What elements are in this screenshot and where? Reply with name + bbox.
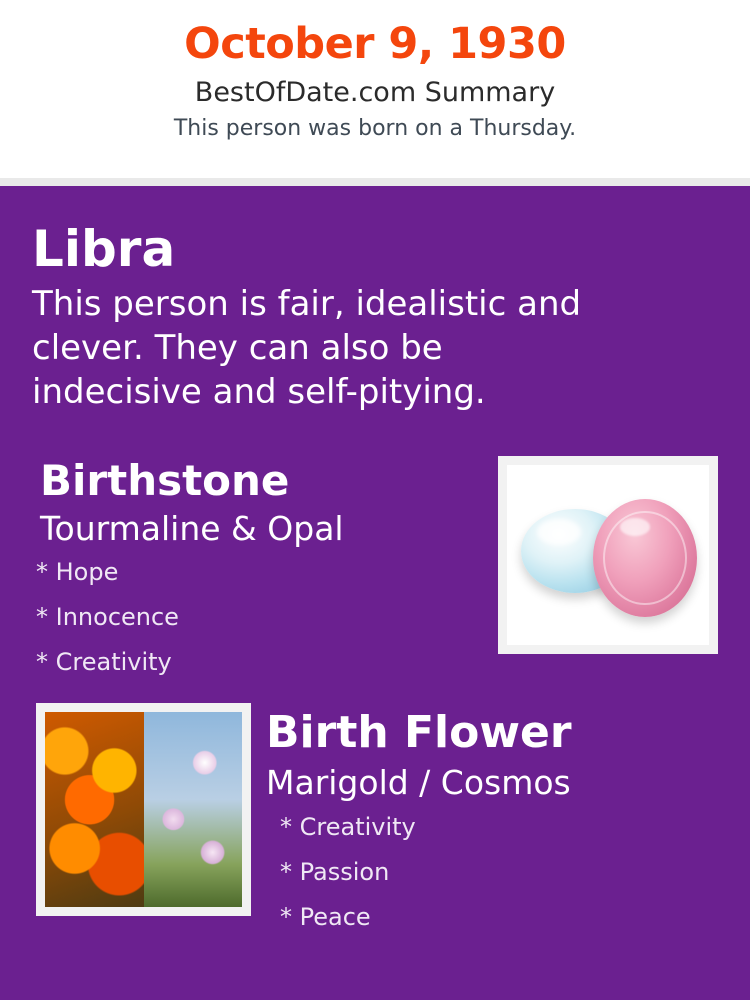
zodiac-sign-name: Libra	[32, 220, 176, 278]
list-item: * Creativity	[36, 648, 172, 676]
birth-flower-illustration	[45, 712, 242, 907]
list-item: * Peace	[280, 903, 371, 931]
page-title: October 9, 1930	[184, 19, 566, 69]
birth-flower-names: Marigold / Cosmos	[266, 763, 571, 802]
list-item: * Creativity	[280, 813, 416, 841]
list-item: * Passion	[280, 858, 390, 886]
site-summary-label: BestOfDate.com Summary	[194, 77, 556, 108]
list-item: * Innocence	[36, 603, 179, 631]
birthstone-gem-illustration	[507, 465, 709, 645]
list-item: * Hope	[36, 558, 119, 586]
birth-flower-section	[32, 703, 718, 943]
birthstone-image	[498, 456, 718, 654]
birth-flower-image	[36, 703, 251, 916]
birthstone-names: Tourmaline & Opal	[40, 509, 344, 548]
header	[0, 0, 750, 178]
birth-flower-title: Birth Flower	[266, 707, 572, 758]
birth-weekday-note: This person was born on a Thursday.	[173, 116, 577, 141]
zodiac-description: This person is fair, idealistic and clever. They can also be indecisive and self-pitying.	[32, 284, 582, 412]
birth-flower-traits	[266, 805, 718, 940]
marigold-photo-half	[45, 712, 144, 907]
birth-flower-text	[266, 703, 718, 940]
birthstone-title: Birthstone	[40, 456, 290, 505]
tourmaline-gem-icon	[593, 499, 697, 617]
header-divider	[0, 178, 750, 186]
birthstone-section	[32, 456, 718, 685]
content-body	[0, 220, 750, 943]
zodiac-section	[32, 220, 718, 414]
cosmos-photo-half	[144, 712, 243, 907]
